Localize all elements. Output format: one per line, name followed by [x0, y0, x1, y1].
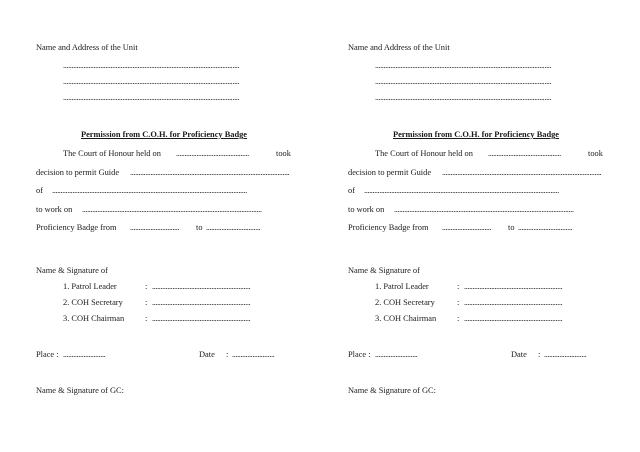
of-blank: ................................................................................................................... [364, 186, 559, 195]
court-date-blank: ........................................... [488, 149, 561, 158]
place-label: Place : [348, 350, 371, 359]
work-label: to work on [36, 205, 73, 214]
signatory-colon: : [457, 314, 460, 323]
date-colon: : [226, 350, 229, 359]
court-text: The Court of Honour held on [63, 149, 161, 158]
signatory-colon: : [145, 298, 148, 307]
address-line-3: ........................................................................................................ [375, 93, 552, 102]
place-blank: ......................... [375, 350, 418, 359]
signatory-blank: .......................................................... [464, 314, 563, 323]
badge-to: to [196, 223, 203, 232]
place-label: Place : [36, 350, 59, 359]
address-line-2: ........................................................................................................ [375, 77, 552, 86]
work-label: to work on [348, 205, 385, 214]
guide-name-blank: .............................................................................................. [130, 168, 290, 177]
address-line-1: ........................................................................................................ [63, 61, 240, 70]
unit-label: Name and Address of the Unit [348, 43, 450, 52]
badge-from-blank: ............................. [130, 223, 180, 232]
signatory-colon: : [457, 282, 460, 291]
signatory-blank: .......................................................... [152, 298, 251, 307]
sign-heading: Name & Signature of [36, 266, 108, 275]
badge-label: Proficiency Badge from [36, 223, 117, 232]
decision-text: decision to permit Guide [348, 168, 432, 177]
gc-label: Name & Signature of GC: [36, 386, 124, 395]
signatory-blank: .......................................................... [152, 282, 251, 291]
signatory-colon: : [145, 282, 148, 291]
court-text: The Court of Honour held on [375, 149, 473, 158]
badge-from-blank: ............................. [442, 223, 492, 232]
gc-label: Name & Signature of GC: [348, 386, 436, 395]
of-blank: ................................................................................................................... [52, 186, 247, 195]
signatory-label-coh-secretary: 2. COH Secretary [375, 298, 435, 307]
address-line-3: ........................................................................................................ [63, 93, 240, 102]
court-took: took [276, 149, 291, 158]
badge-label: Proficiency Badge from [348, 223, 429, 232]
permission-form-left [36, 0, 316, 452]
court-took: took [588, 149, 603, 158]
signatory-label-coh-chairman: 3. COH Chairman [375, 314, 437, 323]
form-title: Permission from C.O.H. for Proficiency Badge [80, 130, 248, 139]
signatory-blank: .......................................................... [152, 314, 251, 323]
date-label: Date [511, 350, 527, 359]
form-title: Permission from C.O.H. for Proficiency Badge [392, 130, 560, 139]
court-date-blank: ........................................... [176, 149, 249, 158]
signatory-label-patrol-leader: 1. Patrol Leader [63, 282, 117, 291]
signatory-colon: : [457, 298, 460, 307]
date-label: Date [199, 350, 215, 359]
badge-to-blank: ................................ [518, 223, 573, 232]
date-colon: : [538, 350, 541, 359]
sign-heading: Name & Signature of [348, 266, 420, 275]
signatory-blank: .......................................................... [464, 298, 563, 307]
work-blank: .......................................................................................................... [82, 205, 262, 214]
work-blank: .......................................................................................................... [394, 205, 574, 214]
signatory-label-coh-secretary: 2. COH Secretary [63, 298, 123, 307]
date-blank: ......................... [544, 350, 587, 359]
signatory-colon: : [145, 314, 148, 323]
signatory-label-patrol-leader: 1. Patrol Leader [375, 282, 429, 291]
badge-to-blank: ................................ [206, 223, 261, 232]
signatory-label-coh-chairman: 3. COH Chairman [63, 314, 125, 323]
permission-form-right [348, 0, 628, 452]
signatory-blank: .......................................................... [464, 282, 563, 291]
badge-to: to [508, 223, 515, 232]
of-label: of [36, 186, 43, 195]
address-line-2: ........................................................................................................ [63, 77, 240, 86]
of-label: of [348, 186, 355, 195]
place-blank: ......................... [63, 350, 106, 359]
guide-name-blank: .............................................................................................. [442, 168, 602, 177]
decision-text: decision to permit Guide [36, 168, 120, 177]
date-blank: ......................... [232, 350, 275, 359]
address-line-1: ........................................................................................................ [375, 61, 552, 70]
unit-label: Name and Address of the Unit [36, 43, 138, 52]
